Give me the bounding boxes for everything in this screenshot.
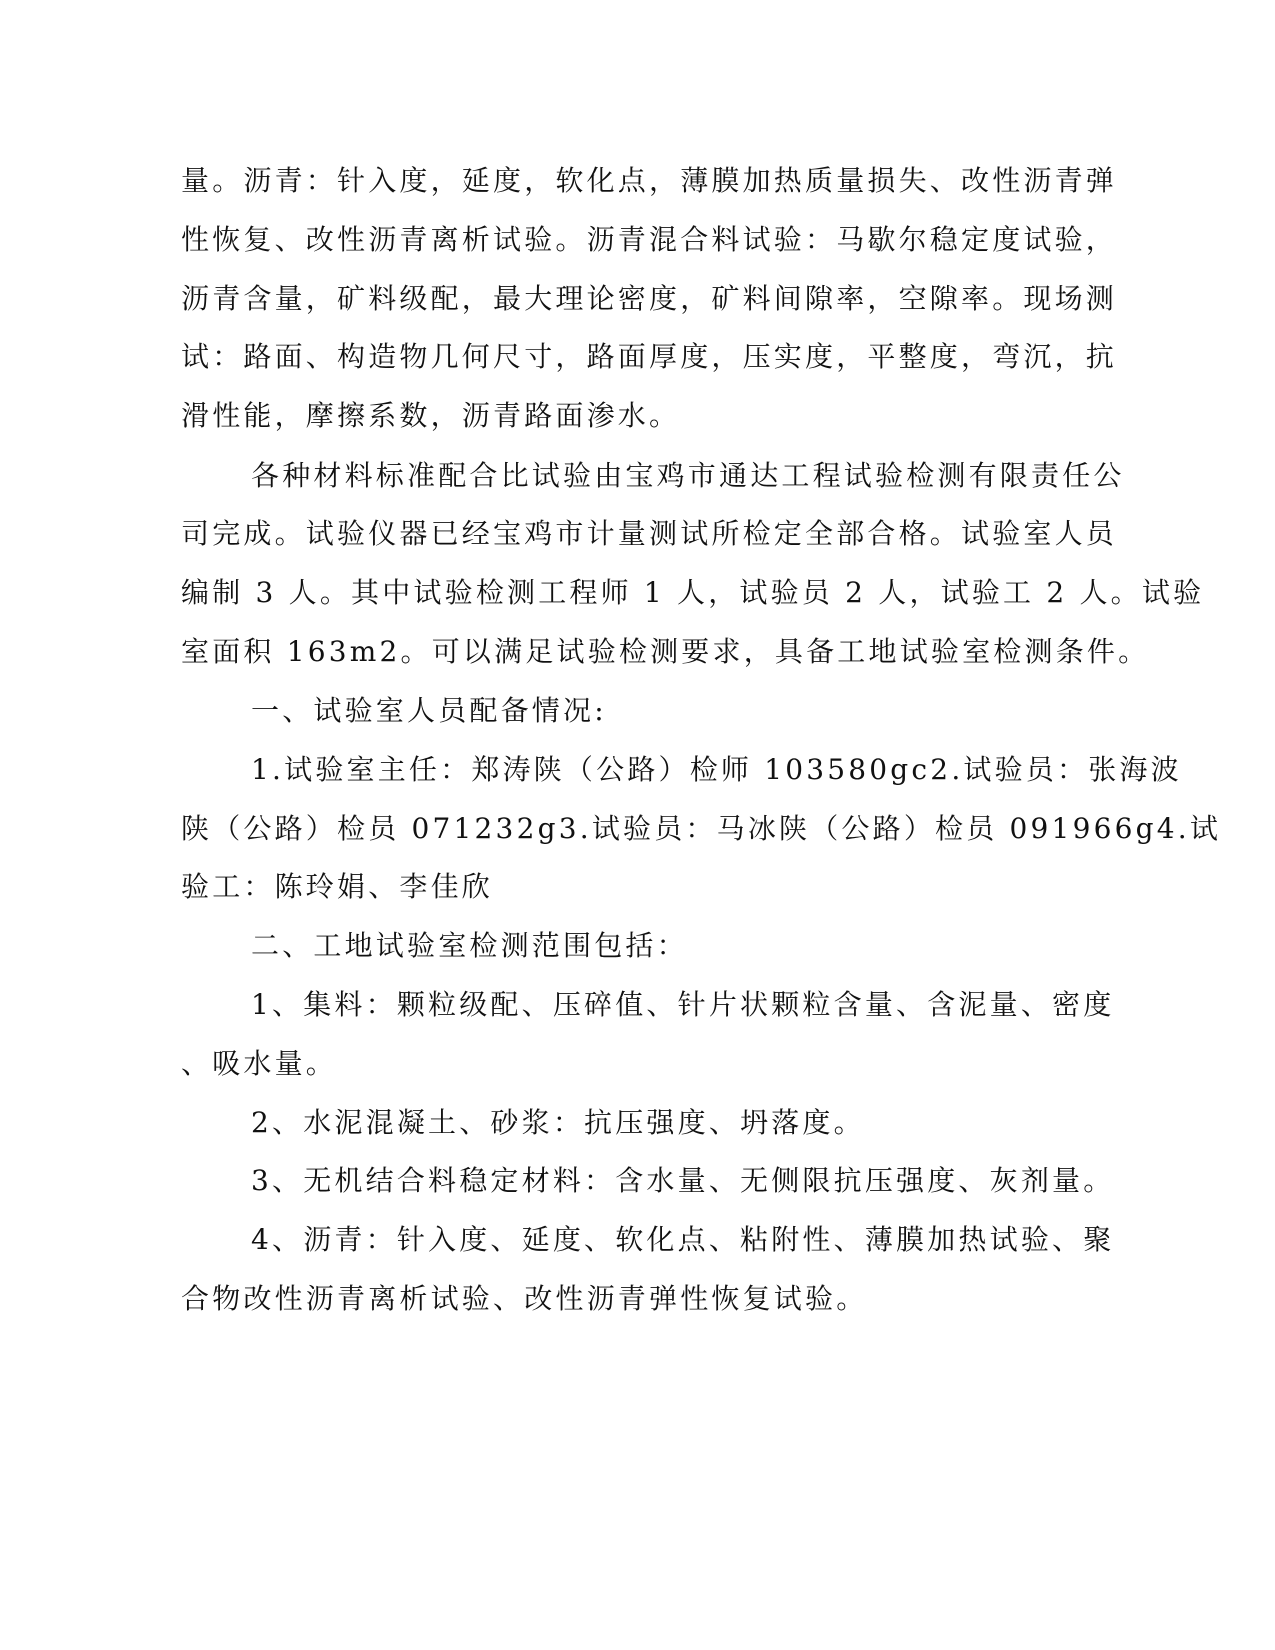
text-line: 试：路面、构造物几何尺寸，路面厚度，压实度，平整度，弯沉，抗 [181, 340, 1118, 373]
text-line: 、吸水量。 [181, 1047, 338, 1080]
list-item: 2、水泥混凝土、砂浆：抗压强度、坍落度。 [251, 1106, 865, 1139]
text-line: 验工：陈玲娟、李佳欣 [181, 870, 494, 903]
text-line: 滑性能，摩擦系数，沥青路面渗水。 [181, 399, 681, 432]
text-line: 司完成。试验仪器已经宝鸡市计量测试所检定全部合格。试验室人员 [181, 517, 1118, 550]
list-item: 1、集料：颗粒级配、压碎值、针片状颗粒含量、含泥量、密度 [251, 988, 1115, 1021]
text-line: 室面积 163m2。可以满足试验检测要求，具备工地试验室检测条件。 [181, 635, 1150, 668]
text-line: 合物改性沥青离析试验、改性沥青弹性恢复试验。 [181, 1282, 868, 1315]
text-line: 编制 3 人。其中试验检测工程师 1 人，试验员 2 人，试验工 2 人。试验 [181, 576, 1205, 609]
text-line: 陕（公路）检员 071232g3.试验员：马冰陕（公路）检员 091966g4.试 [181, 812, 1222, 845]
list-item: 4、沥青：针入度、延度、软化点、粘附性、薄膜加热试验、聚 [251, 1223, 1115, 1256]
list-item: 3、无机结合料稳定材料：含水量、无侧限抗压强度、灰剂量。 [251, 1164, 1115, 1197]
text-line: 沥青含量，矿料级配，最大理论密度，矿料间隙率，空隙率。现场测 [181, 282, 1118, 315]
text-line: 性恢复、改性沥青离析试验。沥青混合料试验：马歇尔稳定度试验， [181, 223, 1118, 256]
section-heading: 一、试验室人员配备情况: [251, 694, 607, 727]
section-heading: 二、工地试验室检测范围包括： [251, 929, 688, 962]
paragraph-first-line: 各种材料标准配合比试验由宝鸡市通达工程试验检测有限责任公 [251, 459, 1125, 492]
text-line: 量。沥青：针入度，延度，软化点，薄膜加热质量损失、改性沥青弹 [181, 164, 1118, 197]
paragraph-first-line: 1.试验室主任：郑涛陕（公路）检师 103580gc2.试验员：张海波 [251, 753, 1182, 786]
